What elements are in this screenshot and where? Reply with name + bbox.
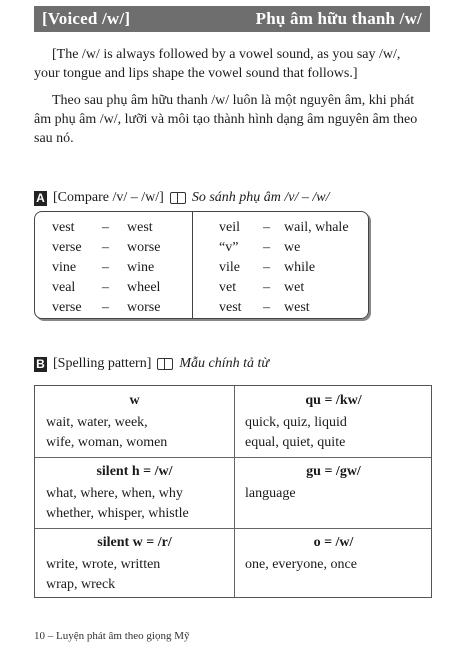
section-b-title: [Spelling pattern] xyxy=(53,356,152,371)
book-icon xyxy=(157,358,173,370)
cell-heading: silent h = /w/ xyxy=(96,464,173,479)
cell-example-line: one, everyone, once xyxy=(245,557,357,572)
spelling-cell xyxy=(35,528,234,599)
cell-heading: w xyxy=(129,393,140,408)
w-word: wail, whale xyxy=(284,220,349,235)
cell-heading: silent w = /r/ xyxy=(97,535,172,550)
cell-heading: qu = /kw/ xyxy=(305,393,362,408)
dash: – xyxy=(102,280,109,295)
cell-example-line: language xyxy=(245,486,296,501)
spelling-cell xyxy=(35,457,234,528)
spelling-table xyxy=(34,385,432,598)
cell-example-line: equal, quiet, quite xyxy=(245,435,346,450)
cell-example-line: what, where, when, why xyxy=(46,486,183,501)
dash: – xyxy=(102,220,109,235)
v-word: verse xyxy=(52,300,82,315)
v-word: vet xyxy=(219,280,237,295)
dash: – xyxy=(263,280,270,295)
cell-example-line: whether, whisper, whistle xyxy=(46,506,189,521)
spelling-cell xyxy=(234,528,433,599)
section-header-bar xyxy=(34,6,430,32)
header-title-english: [Voiced /w/] xyxy=(42,9,131,28)
spelling-cell xyxy=(234,457,433,528)
cell-example-line: wrap, wreck xyxy=(46,577,116,592)
cell-example-line: write, wrote, written xyxy=(46,557,161,572)
v-word: “v” xyxy=(219,240,239,255)
w-word: wine xyxy=(127,260,155,275)
section-a-title: [Compare /v/ – /w/] xyxy=(53,190,164,205)
w-word: worse xyxy=(127,300,161,315)
cell-example-line: wife, woman, women xyxy=(46,435,168,450)
book-icon xyxy=(170,192,186,204)
spelling-cell xyxy=(234,386,433,457)
w-word: worse xyxy=(127,240,161,255)
section-b-badge: B xyxy=(34,357,47,372)
spelling-cell xyxy=(35,386,234,457)
cell-heading: gu = /gw/ xyxy=(306,464,361,479)
w-word: west xyxy=(127,220,153,235)
intro-text xyxy=(34,45,428,156)
w-word: wet xyxy=(284,280,305,295)
dash: – xyxy=(102,240,109,255)
dash: – xyxy=(263,300,270,315)
intro-english: [The /w/ is always followed by a vowel sound, as you say /w/, your tongue and lips shape the vowel sound that follows.] xyxy=(34,47,401,81)
v-word: veal xyxy=(52,280,76,295)
dash: – xyxy=(263,240,270,255)
v-word: vile xyxy=(219,260,240,275)
dash: – xyxy=(102,300,109,315)
dash: – xyxy=(263,260,270,275)
w-word: we xyxy=(284,240,301,255)
v-word: verse xyxy=(52,240,82,255)
v-word: vine xyxy=(52,260,77,275)
page-footer: 10 – Luyện phát âm theo giọng Mỹ xyxy=(34,630,190,642)
dash: – xyxy=(102,260,109,275)
dash: – xyxy=(263,220,270,235)
v-word: vest xyxy=(219,300,242,315)
v-word: vest xyxy=(52,220,75,235)
compare-divider xyxy=(192,212,193,318)
section-a-subtitle: So sánh phụ âm /v/ – /w/ xyxy=(191,190,330,205)
section-b-subtitle: Mẫu chính tả từ xyxy=(179,356,270,371)
cell-example-line: quick, quiz, liquid xyxy=(245,415,347,430)
section-b-label xyxy=(34,356,269,372)
w-word: while xyxy=(284,260,316,275)
section-a-label xyxy=(34,190,329,206)
cell-heading: o = /w/ xyxy=(313,535,354,550)
cell-example-line: wait, water, week, xyxy=(46,415,148,430)
section-a-badge: A xyxy=(34,191,47,206)
header-title-vietnamese: Phụ âm hữu thanh /w/ xyxy=(255,9,422,28)
v-word: veil xyxy=(219,220,240,235)
w-word: west xyxy=(284,300,310,315)
w-word: wheel xyxy=(127,280,161,295)
intro-vietnamese: Theo sau phụ âm hữu thanh /w/ luôn là một nguyên âm, khi phát âm phụ âm /w/, lưỡi và môi tạo thành hình dạng âm nguyên âm theo sau nó. xyxy=(34,93,418,146)
compare-box xyxy=(34,211,369,319)
